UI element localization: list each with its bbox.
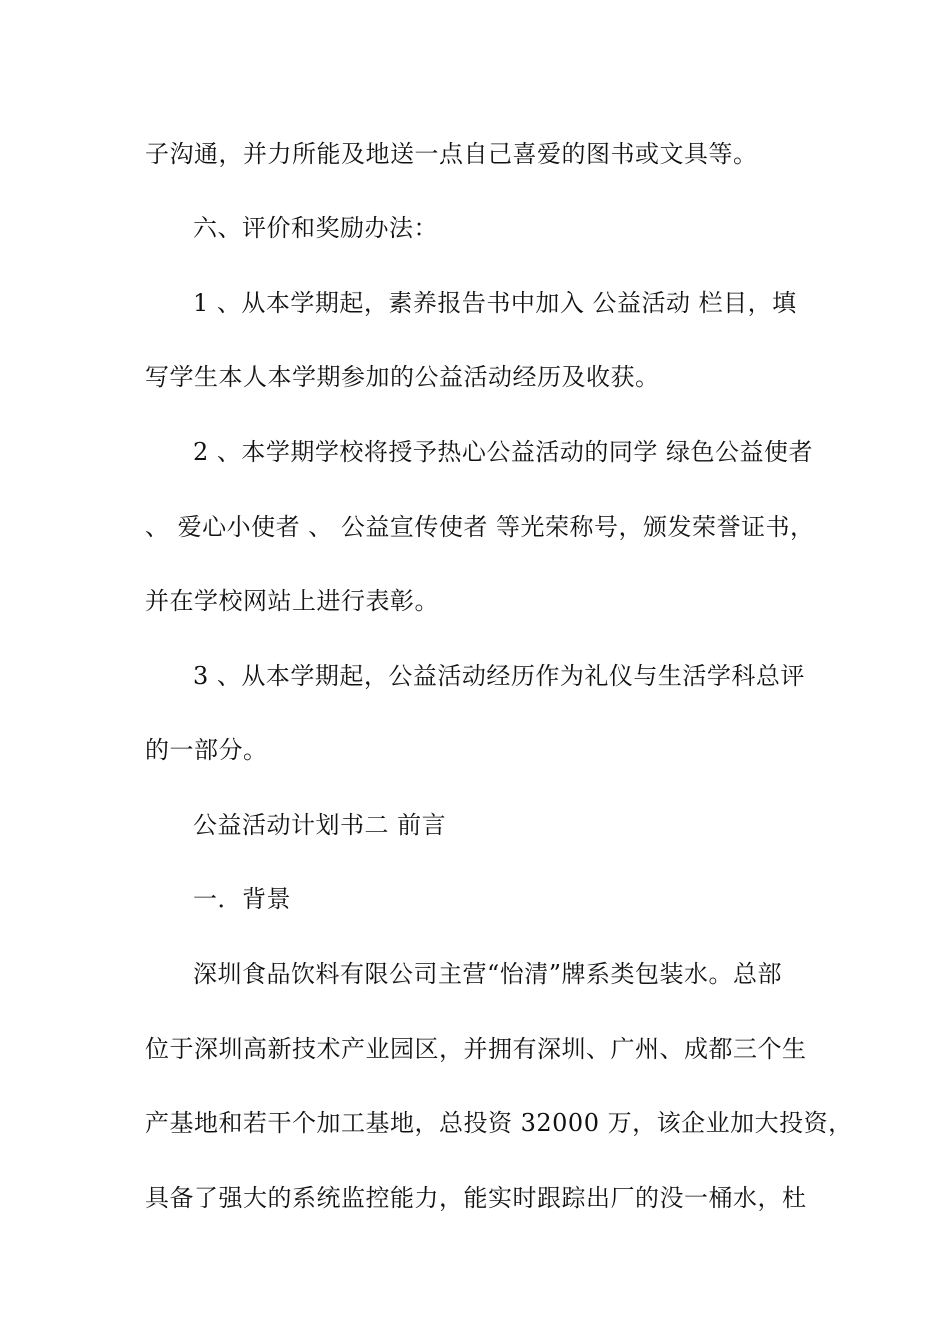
section-heading-evaluation: 六、评价和奖励办法： xyxy=(193,214,438,242)
text-line-15: 具备了强大的系统监控能力，能实时跟踪出厂的没一桶水，杜 xyxy=(145,1184,807,1212)
section-title-plan-two: 公益活动计划书二 前言 xyxy=(193,811,447,839)
text-line-7: 并在学校网站上进行表彰。 xyxy=(145,587,439,615)
text-line-8: 3 、从本学期起，公益活动经历作为礼仪与生活学科总评 xyxy=(193,662,805,690)
section-heading-background: 一．背景 xyxy=(193,885,291,913)
text-line-3: 1 、从本学期起，素养报告书中加入 公益活动 栏目，填 xyxy=(193,289,797,317)
text-line-1: 子沟通，并力所能及地送一点自己喜爱的图书或文具等。 xyxy=(145,140,758,168)
text-line-5: 2 、本学期学校将授予热心公益活动的同学 绿色公益使者 xyxy=(193,438,814,466)
text-line-12: 深圳食品饮料有限公司主营“怡清”牌系类包装水。总部 xyxy=(193,960,783,988)
text-line-9: 的一部分。 xyxy=(145,736,268,764)
text-line-13: 位于深圳高新技术产业园区，并拥有深圳、广州、成都三个生 xyxy=(145,1035,807,1063)
text-line-4: 写学生本人本学期参加的公益活动经历及收获。 xyxy=(145,363,660,391)
text-line-14: 产基地和若干个加工基地，总投资 32000 万，该企业加大投资， xyxy=(145,1109,853,1137)
text-line-6: 、 爱心小使者 、 公益宣传使者 等光荣称号，颁发荣誉证书， xyxy=(145,513,815,541)
